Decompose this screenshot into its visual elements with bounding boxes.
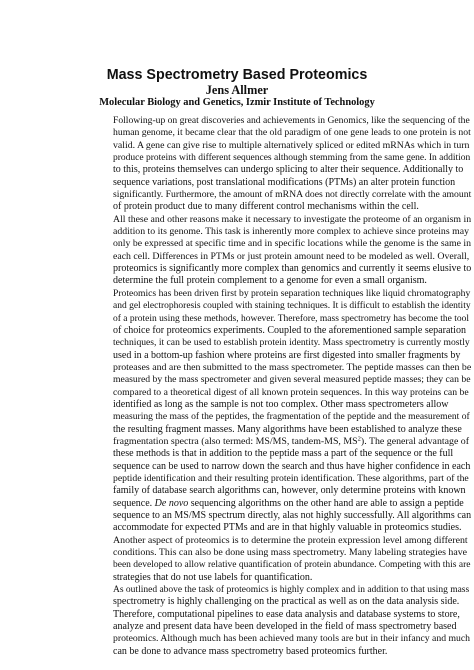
text-line: sequence to an MS/MS spectrum directly, alas not highly successfully. All algorithms can xyxy=(113,510,472,521)
text-line: accommodate for expected PTMs and are in that highly valuable in proteomics studies. xyxy=(113,522,462,534)
text-line: determine the full protein complement to a genome for even a small organism. xyxy=(113,275,427,287)
text-line: been developed to allow relative quantification of protein abundance. Competing with this are xyxy=(113,560,471,571)
text-line: these methods is that in addition to the peptide mass a part of the sequence or the full xyxy=(113,448,454,460)
italic-term: De novo xyxy=(154,497,189,509)
text-line: of a protein using these methods, however. Therefore, mass spectrometry has become the tool xyxy=(113,313,469,324)
text-line: As outlined above the task of proteomics is highly complex and in addition to that using mass xyxy=(113,585,470,596)
text-line: the resulting fragment masses. Many algorithms have been established to analyze these xyxy=(113,423,462,435)
text-line: compared to a theoretical digest of all known protein sequences. In this way proteins can be xyxy=(113,386,469,398)
text-line: addition to its genome. This task is inherently more complex to achieve since proteins may xyxy=(113,226,469,238)
text-line xyxy=(113,436,471,448)
text-line: strategies that do not use labels for quantification. xyxy=(113,571,313,583)
text-segment: sequencing algorithms on the other hand are able to assign a peptide xyxy=(188,497,464,509)
text-segment: sequence. xyxy=(113,497,153,509)
text-line: produce proteins with different sequences although stemming from the same gene. In addition xyxy=(113,153,471,164)
text-line: to this, proteins themselves can undergo splicing to alter their sequence. Additionally to xyxy=(113,164,464,176)
text-line: family of database search algorithms can, however, only determine proteins with known xyxy=(113,485,466,497)
text-line: Following-up on great discoveries and achievements in Genomics, like the sequencing of the xyxy=(113,115,470,126)
text-line xyxy=(113,498,471,510)
text-line: Another aspect of proteomics is to determine the protein expression level among different xyxy=(113,534,468,546)
text-line: conditions. This can also be done using mass spectrometry. Many labeling strategies have xyxy=(113,547,468,559)
text-line: techniques, it can be used to establish protein identity. Mass spectrometry is currently mostly xyxy=(113,337,470,349)
text-line: analyze and present data have been developed in the field of mass spectrometry based xyxy=(113,621,457,633)
text-line: identified as long as the sample is not too complex. Other mass spectrometers allow xyxy=(113,398,449,410)
author-affiliation: Molecular Biology and Genetics, Izmir Institute of Technology xyxy=(99,97,375,108)
text-line: of choice for proteomics experiments. Coupled to the aforementioned sample separation xyxy=(113,324,466,336)
text-line: proteomics is significantly more complex than genomics and currently it seems elusive to xyxy=(113,263,472,275)
text-line: measured by the mass spectrometer and given several measured peptide masses; they can be xyxy=(113,374,471,386)
text-line: Proteomics has been driven first by protein separation techniques like liquid chromatography xyxy=(113,287,471,299)
text-line: proteomics. Although much has been achieved many tools are but in their infancy and much xyxy=(113,633,470,645)
text-line: proteases and are then submitted to the mass spectrometer. The peptide masses can then be xyxy=(113,361,472,373)
document-title: Mass Spectrometry Based Proteomics xyxy=(106,67,368,83)
text-line: sequence can be used to narrow down the search and thus have higher confidence in each xyxy=(113,460,471,472)
text-line: used in a bottom-up fashion where proteins are first digested into smaller fragments by xyxy=(113,349,461,361)
text-line: only be expressed at specific time and in specific locations while the genome is the same in xyxy=(113,238,472,250)
text-line: All these and other reasons make it necessary to investigate the proteome of an organism in xyxy=(113,213,472,225)
text-line: sequence variations, post translational modifications (PTMs) an alter protein function xyxy=(113,176,456,188)
text-line: and gel electrophoresis coupled with staining techniques. It is difficult to establish the identity xyxy=(113,301,471,312)
text-line: peptide identification and their resulting protein identification. These algorithms, part of the xyxy=(113,472,469,484)
text-line: significantly. Furthermore, the amount of mRNA does not directly correlate with the amount xyxy=(113,189,472,201)
text-line: spectrometry is highly challenging on the practical as well as on the data analysis side. xyxy=(113,596,460,608)
text-line: valid. A gene can give rise to multiple alternatively spliced or edited mRNAs which in turn xyxy=(113,139,470,151)
text-segment: fragmentation spectra (also termed: MS/MS, tandem-MS, MS xyxy=(113,435,358,447)
text-segment: ). The general advantage of xyxy=(360,435,470,447)
text-line: measuring the mass of the peptides, the fragmentation of the peptide and the measurement of xyxy=(113,411,470,423)
text-line: can be done to advance mass spectrometry based proteomics further. xyxy=(113,645,388,657)
text-line: Therefore, computational pipelines to ease data analysis and database systems to store, xyxy=(113,608,460,620)
text-line: of protein product due to many different control mechanisms within the cell. xyxy=(113,201,419,213)
author-name: Jens Allmer xyxy=(205,83,269,97)
superscript: 2 xyxy=(357,435,361,443)
abstract-body xyxy=(113,115,471,658)
text-line: each cell. Differences in PTMs or just protein amount need to be modeled as well. Overall, xyxy=(113,250,470,262)
text-line: human genome, it became clear that the old paradigm of one gene leads to one protein is not xyxy=(113,127,471,139)
